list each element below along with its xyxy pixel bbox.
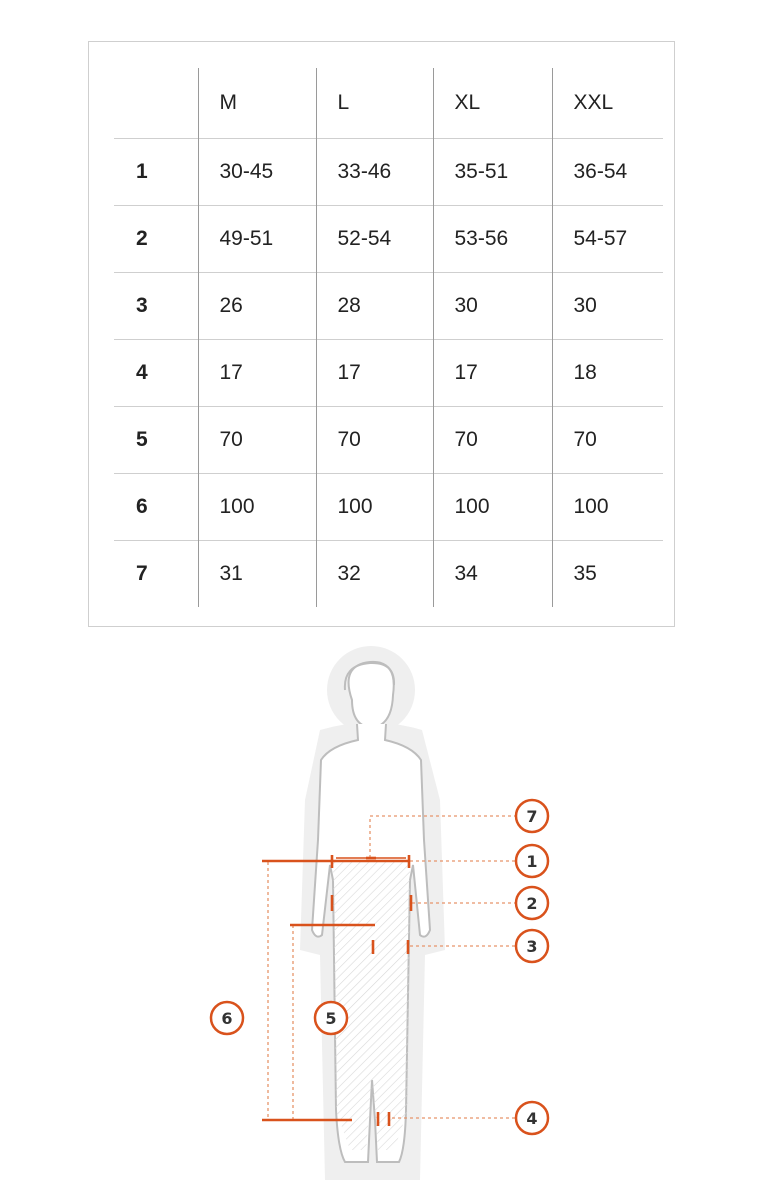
table-cell: 36-54 bbox=[552, 138, 663, 205]
marker-label: 6 bbox=[221, 1009, 233, 1028]
table-cell: 53-56 bbox=[433, 205, 552, 272]
table-cell: 70 bbox=[316, 406, 433, 473]
table-cell: 30 bbox=[433, 272, 552, 339]
row-label: 4 bbox=[114, 339, 198, 406]
table-cell: 100 bbox=[316, 473, 433, 540]
table-cell: 30 bbox=[552, 272, 663, 339]
table-row bbox=[114, 272, 663, 339]
marker-2 bbox=[516, 887, 548, 919]
row-label: 7 bbox=[114, 540, 198, 607]
table-header-row bbox=[114, 68, 663, 138]
marker-label: 7 bbox=[526, 807, 538, 826]
marker-4 bbox=[516, 1102, 548, 1134]
column-header-m: M bbox=[198, 68, 316, 138]
table-cell: 34 bbox=[433, 540, 552, 607]
table-cell: 54-57 bbox=[552, 205, 663, 272]
table-row bbox=[114, 205, 663, 272]
row-label: 3 bbox=[114, 272, 198, 339]
table-cell: 26 bbox=[198, 272, 316, 339]
marker-5 bbox=[315, 1002, 347, 1034]
table-row bbox=[114, 540, 663, 607]
table-cell: 17 bbox=[316, 339, 433, 406]
marker-1 bbox=[516, 845, 548, 877]
table-cell: 70 bbox=[552, 406, 663, 473]
table-cell: 31 bbox=[198, 540, 316, 607]
table-row bbox=[114, 339, 663, 406]
table-cell: 35-51 bbox=[433, 138, 552, 205]
marker-label: 1 bbox=[526, 852, 538, 871]
row-label: 2 bbox=[114, 205, 198, 272]
marker-3 bbox=[516, 930, 548, 962]
table-cell: 17 bbox=[433, 339, 552, 406]
table-cell: 70 bbox=[433, 406, 552, 473]
table-corner-cell bbox=[114, 68, 198, 138]
table-row bbox=[114, 406, 663, 473]
row-label: 1 bbox=[114, 138, 198, 205]
table-cell: 30-45 bbox=[198, 138, 316, 205]
marker-7 bbox=[516, 800, 548, 832]
table-cell: 100 bbox=[433, 473, 552, 540]
table-cell: 33-46 bbox=[316, 138, 433, 205]
body-measurement-diagram bbox=[0, 640, 763, 1200]
head-outline bbox=[349, 662, 394, 728]
column-header-xxl: XXL bbox=[552, 68, 663, 138]
table-cell: 35 bbox=[552, 540, 663, 607]
table-cell: 52-54 bbox=[316, 205, 433, 272]
table-cell: 49-51 bbox=[198, 205, 316, 272]
table-row bbox=[114, 473, 663, 540]
marker-label: 5 bbox=[325, 1009, 337, 1028]
table-cell: 18 bbox=[552, 339, 663, 406]
row-label: 5 bbox=[114, 406, 198, 473]
marker-label: 4 bbox=[526, 1109, 538, 1128]
column-header-xl: XL bbox=[433, 68, 552, 138]
size-chart-table bbox=[114, 68, 663, 607]
table-cell: 100 bbox=[552, 473, 663, 540]
marker-label: 3 bbox=[526, 937, 538, 956]
column-header-l: L bbox=[316, 68, 433, 138]
size-chart-frame bbox=[88, 41, 675, 627]
table-cell: 28 bbox=[316, 272, 433, 339]
table-cell: 17 bbox=[198, 339, 316, 406]
table-cell: 32 bbox=[316, 540, 433, 607]
marker-6 bbox=[211, 1002, 243, 1034]
marker-label: 2 bbox=[526, 894, 538, 913]
table-cell: 100 bbox=[198, 473, 316, 540]
table-row bbox=[114, 138, 663, 205]
table-cell: 70 bbox=[198, 406, 316, 473]
row-label: 6 bbox=[114, 473, 198, 540]
